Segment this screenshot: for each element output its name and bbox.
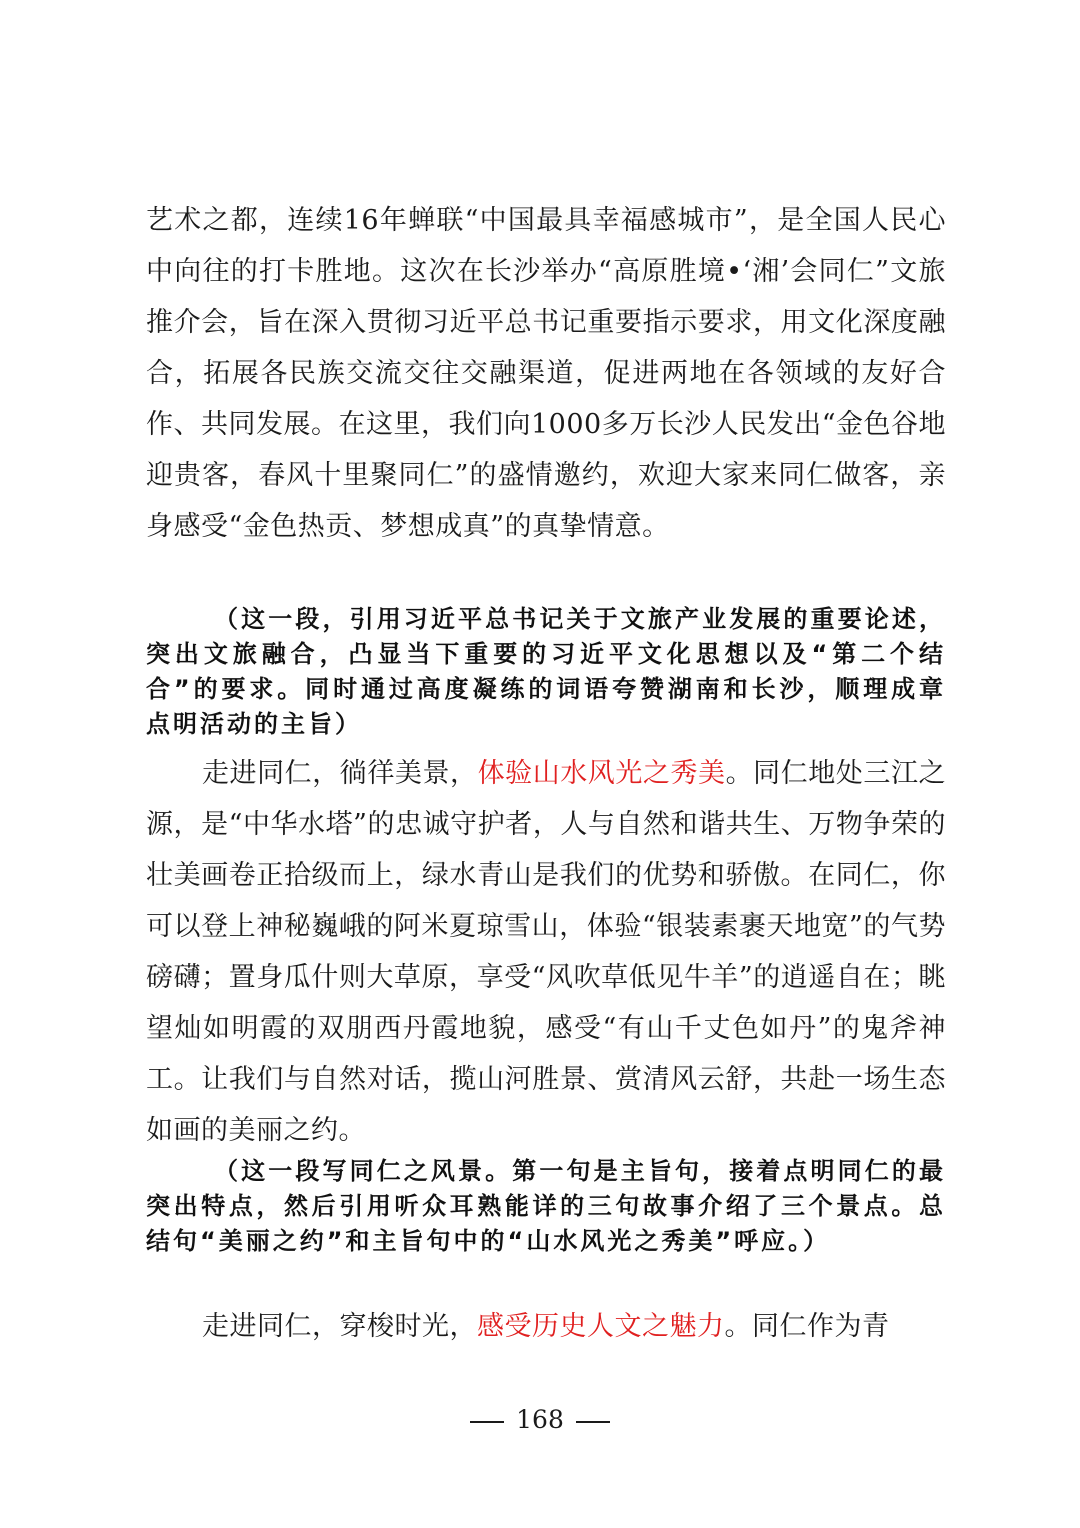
note-text: （这一段写同仁之风景。第一句是主旨句，接着点明同仁的最突出特点，然后引用听众耳熟能详的三句故事介绍了三个景点。总结句“美丽之约”和主旨句中的“山水风光之秀美”呼应。） [146, 1157, 946, 1255]
annotation-note-1 [146, 602, 946, 742]
paragraph-prefix: 走进同仁，穿梭时光， [202, 1311, 477, 1342]
paragraph-text [146, 1301, 946, 1352]
body-paragraph-1 [146, 195, 946, 552]
annotation-note-2 [146, 1154, 946, 1259]
body-paragraph-3 [146, 1301, 946, 1352]
footer-dash-left [470, 1421, 504, 1423]
page-number: 168 [516, 1405, 564, 1434]
highlighted-phrase: 感受历史人文之魅力 [477, 1311, 725, 1342]
footer-dash-right [576, 1421, 610, 1423]
highlighted-phrase: 体验山水风光之秀美 [477, 758, 726, 789]
note-text: （这一段，引用习近平总书记关于文旅产业发展的重要论述，突出文旅融合，凸显当下重要的习近平文化思想以及“第二个结合”的要求。同时通过高度凝练的词语夸赞湖南和长沙，顺理成章点明活动的主旨） [146, 605, 946, 738]
page-footer [0, 1402, 1080, 1438]
body-paragraph-2 [146, 748, 946, 1156]
paragraph-text: 艺术之都，连续16年蝉联“中国最具幸福感城市”，是全国人民心中向往的打卡胜地。这次在长沙举办“高原胜境•‘湘’会同仁”文旅推介会，旨在深入贯彻习近平总书记重要指示要求，用文化深度融合，拓展各民族交流交往交融渠道，促进两地在各领域的友好合作、共同发展。在这里，我们向1000多万长沙人民发出“金色谷地迎贵客，春风十里聚同仁”的盛情邀约，欢迎大家来同仁做客，亲身感受“金色热贡、梦想成真”的真挚情意。 [146, 205, 947, 542]
paragraph-prefix: 走进同仁，徜徉美景， [202, 758, 478, 789]
paragraph-suffix: 。同仁作为青 [724, 1311, 890, 1342]
paragraph-suffix: 。同仁地处三江之源，是“中华水塔”的忠诚守护者，人与自然和谐共生、万物争荣的壮美画卷正拾级而上，绿水青山是我们的优势和骄傲。在同仁，你可以登上神秘巍峨的阿米夏琼雪山，体验“银装素裹天地宽”的气势磅礴；置身瓜什则大草原，享受“风吹草低见牛羊”的逍遥自在；眺望灿如明霞的双朋西丹霞地貌，感受“有山千丈色如丹”的鬼斧神工。让我们与自然对话，揽山河胜景、赏清风云舒，共赴一场生态如画的美丽之约。 [146, 758, 947, 1146]
paragraph-text [146, 748, 946, 1156]
